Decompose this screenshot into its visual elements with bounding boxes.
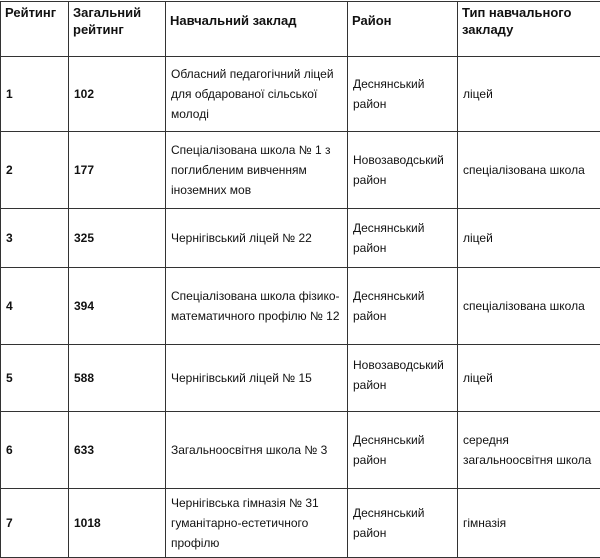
type-cell: гімназія — [458, 489, 600, 558]
type-cell: спеціалізована школа — [458, 132, 600, 209]
rank-cell: 2 — [1, 132, 69, 209]
header-institution: Навчальний заклад — [166, 2, 348, 57]
school-rating-table — [0, 1, 600, 558]
institution-cell: Загальноосвітня школа № 3 — [166, 412, 348, 489]
header-district: Район — [348, 2, 458, 57]
overall-rank-cell: 588 — [69, 345, 166, 412]
institution-cell: Чернігівський ліцей № 15 — [166, 345, 348, 412]
rank-cell: 7 — [1, 489, 69, 558]
overall-rank-cell: 177 — [69, 132, 166, 209]
institution-cell: Спеціалізована школа № 1 з поглибленим вивченням іноземних мов — [166, 132, 348, 209]
header-rank: Рейтинг — [1, 2, 69, 57]
type-cell: ліцей — [458, 209, 600, 268]
district-cell: Новозаводський район — [348, 132, 458, 209]
table-row — [1, 345, 600, 412]
institution-cell: Чернігівська гімназія № 31 гуманітарно-естетичного профілю — [166, 489, 348, 558]
institution-cell: Спеціалізована школа фізико-математичного профілю № 12 — [166, 268, 348, 345]
table-header-row — [1, 2, 600, 57]
overall-rank-cell: 102 — [69, 57, 166, 132]
rank-cell: 3 — [1, 209, 69, 268]
overall-rank-cell: 325 — [69, 209, 166, 268]
district-cell: Новозаводський район — [348, 345, 458, 412]
district-cell: Деснянський район — [348, 268, 458, 345]
type-cell: ліцей — [458, 57, 600, 132]
district-cell: Деснянський район — [348, 412, 458, 489]
type-cell: ліцей — [458, 345, 600, 412]
type-cell: середня загальноосвітня школа — [458, 412, 600, 489]
institution-cell: Обласний педагогічний ліцей для обдарованої сільської молоді — [166, 57, 348, 132]
table-row — [1, 209, 600, 268]
table-row — [1, 489, 600, 558]
rank-cell: 1 — [1, 57, 69, 132]
rank-cell: 6 — [1, 412, 69, 489]
institution-cell: Чернігівський ліцей № 22 — [166, 209, 348, 268]
district-cell: Деснянський район — [348, 57, 458, 132]
table-row — [1, 412, 600, 489]
district-cell: Деснянський район — [348, 489, 458, 558]
table-row — [1, 132, 600, 209]
header-overall-rank: Загальний рейтинг — [69, 2, 166, 57]
rank-cell: 5 — [1, 345, 69, 412]
header-institution-type: Тип навчального закладу — [458, 2, 600, 57]
table-row — [1, 57, 600, 132]
table-row — [1, 268, 600, 345]
overall-rank-cell: 1018 — [69, 489, 166, 558]
overall-rank-cell: 394 — [69, 268, 166, 345]
district-cell: Деснянський район — [348, 209, 458, 268]
overall-rank-cell: 633 — [69, 412, 166, 489]
type-cell: спеціалізована школа — [458, 268, 600, 345]
rank-cell: 4 — [1, 268, 69, 345]
